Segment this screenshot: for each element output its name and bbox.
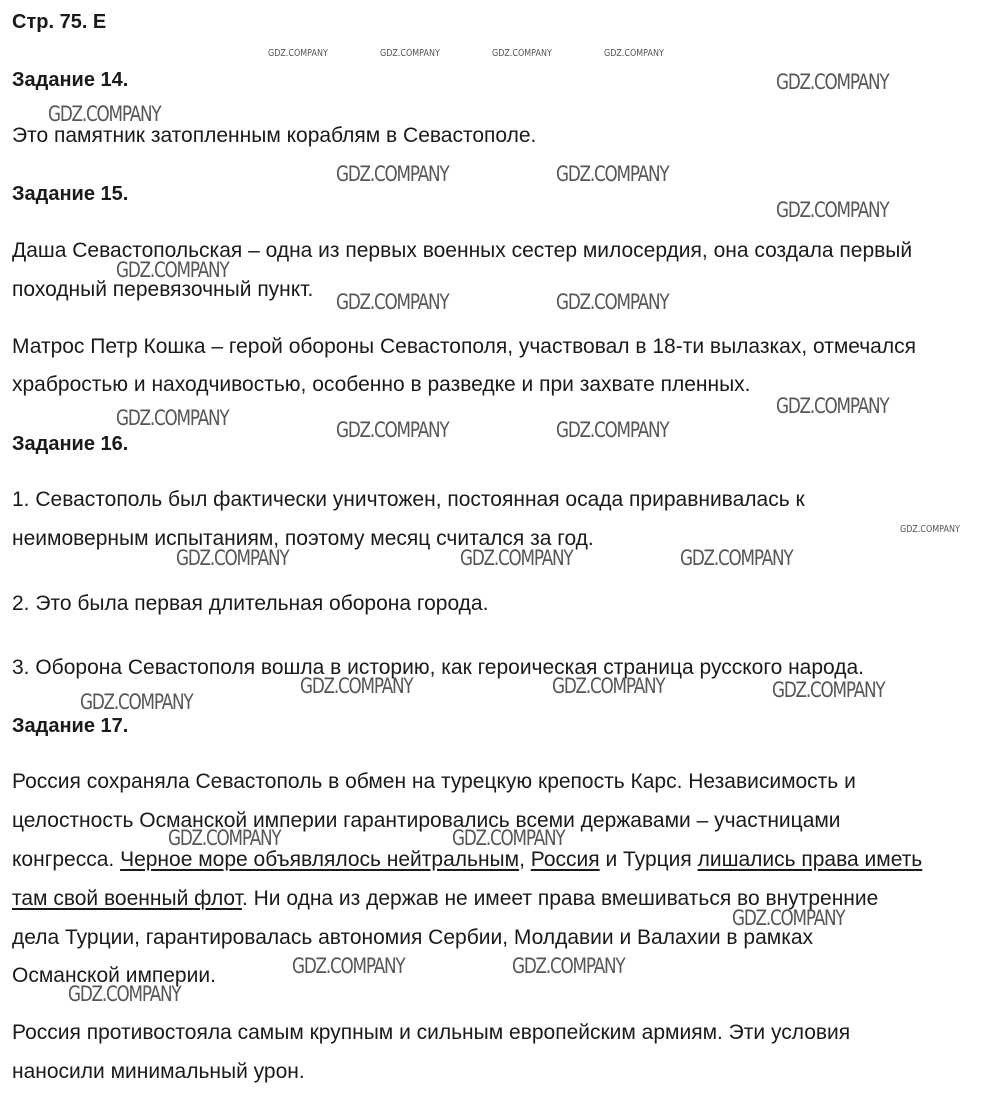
watermark-text: GDZ.COMPANY [268,48,328,59]
task-17-line3-part-b: , [519,848,531,871]
watermark-text: GDZ.COMPANY [336,162,449,186]
watermark-text: GDZ.COMPANY [300,674,413,698]
task-14-text: Это памятник затопленным кораблям в Севастополе. [12,124,537,147]
task-17-p2-line2: наносили минимальный урон. [12,1060,305,1083]
task-17-line3-part-c: и Турция [599,848,698,871]
task-16-item2: 2. Это была первая длительная оборона города. [12,592,489,615]
watermark-text: GDZ.COMPANY [512,954,625,978]
watermark-text: GDZ.COMPANY [604,48,664,59]
task-17-line3 [12,848,922,872]
watermark-text: GDZ.COMPANY [452,826,565,850]
task-17-line3-part-a: конгресса. [12,848,121,871]
watermark-text: GDZ.COMPANY [68,982,181,1006]
task-17-line5: дела Турции, гарантировалась автономия Сербии, Молдавии и Валахии в рамках [12,926,814,949]
watermark-text: GDZ.COMPANY [116,258,229,282]
underlined-russia: Россия [530,848,600,871]
task-16-item3: 3. Оборона Севастополя вошла в историю, как героическая страница русского народа. [12,656,865,679]
task-16-item1-line2: неимоверным испытаниям, поэтому месяц считался за год. [12,527,594,550]
task-16-heading: Задание 16. [12,433,129,455]
watermark-text: GDZ.COMPANY [732,906,845,930]
task-15-heading: Задание 15. [12,183,129,205]
watermark-text: GDZ.COMPANY [80,690,193,714]
watermark-text: GDZ.COMPANY [900,524,960,535]
watermark-text: GDZ.COMPANY [772,678,885,702]
watermark-text: GDZ.COMPANY [492,48,552,59]
watermark-text: GDZ.COMPANY [292,954,405,978]
task-17-line1: Россия сохраняла Севастополь в обмен на турецкую крепость Карс. Независимость и [12,770,856,793]
watermark-text: GDZ.COMPANY [556,162,669,186]
watermark-text: GDZ.COMPANY [336,418,449,442]
task-15-p1-line2: походный перевязочный пункт. [12,278,314,301]
watermark-text: GDZ.COMPANY [552,674,665,698]
watermark-text: GDZ.COMPANY [460,546,573,570]
watermark-text: GDZ.COMPANY [556,418,669,442]
watermark-text: GDZ.COMPANY [48,102,161,126]
underlined-black-sea-neutral: Черное море объявлялось нейтральным [120,848,520,871]
watermark-text: GDZ.COMPANY [380,48,440,59]
watermark-text: GDZ.COMPANY [176,546,289,570]
task-15-p2-line2: храбростью и находчивостью, особенно в разведке и при захвате пленных. [12,373,751,396]
task-17-line2: целостность Османской империи гарантировались всеми державами – участницами [12,809,841,832]
underlined-military-fleet: там свой военный флот [12,887,242,910]
page-label: Стр. 75. Е [12,11,107,33]
task-15-p1-line1: Даша Севастопольская – одна из первых военных сестер милосердия, она создала первый [12,239,913,262]
task-14-heading: Задание 14. [12,69,129,91]
watermark-text: GDZ.COMPANY [336,290,449,314]
task-17-line6: Османской империи. [12,964,216,987]
task-16-item1-line1: 1. Севастополь был фактически уничтожен, постоянная осада приравнивалась к [12,488,805,511]
watermark-text: GDZ.COMPANY [116,406,229,430]
watermark-text: GDZ.COMPANY [776,198,889,222]
watermark-text: GDZ.COMPANY [168,826,281,850]
watermark-text: GDZ.COMPANY [776,394,889,418]
task-17-line4-part-b: . Ни одна из держав не имеет права вмешиваться во внутренние [241,887,879,910]
watermark-text: GDZ.COMPANY [680,546,793,570]
underlined-deprived-of-right: лишались права иметь [697,848,923,871]
task-17-heading: Задание 17. [12,715,129,737]
watermark-text: GDZ.COMPANY [776,70,889,94]
task-17-p2-line1: Россия противостояла самым крупным и сильным европейским армиям. Эти условия [12,1021,851,1044]
watermark-text: GDZ.COMPANY [556,290,669,314]
task-15-p2-line1: Матрос Петр Кошка – герой обороны Севастополя, участвовал в 18-ти вылазках, отмечался [12,335,916,358]
